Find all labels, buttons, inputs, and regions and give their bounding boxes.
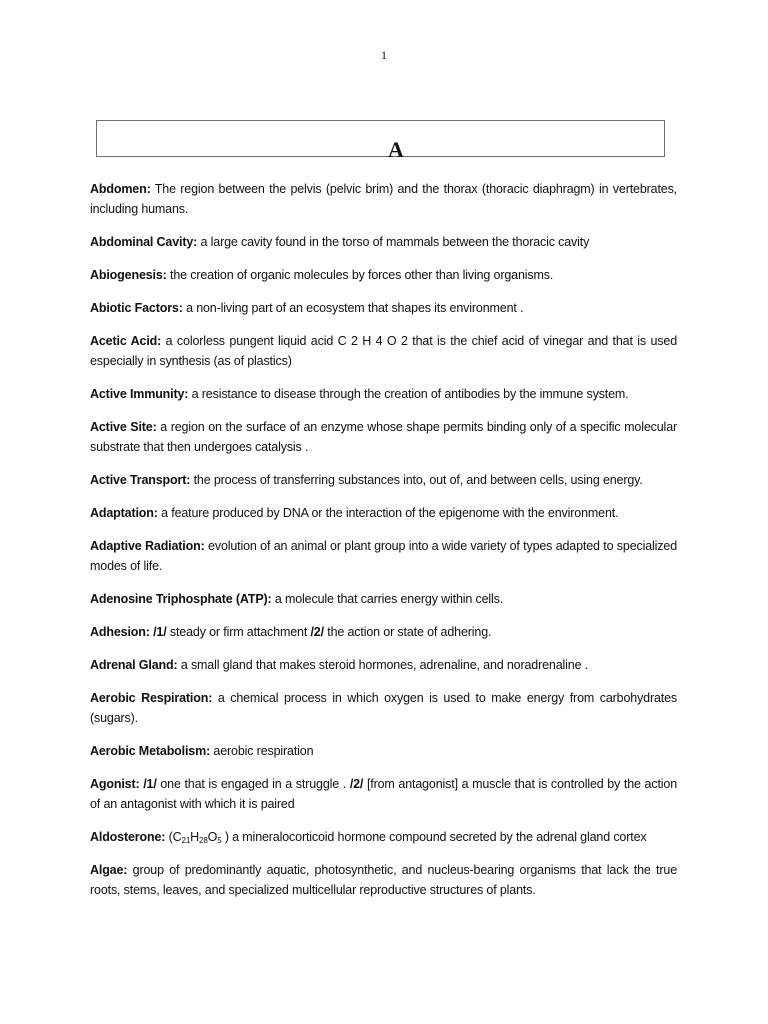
- definition: a region on the surface of an enzyme whose shape permits binding only of a specific molecular substrate that then undergoes catalysis .: [90, 420, 678, 454]
- definition: a resistance to disease through the creation of antibodies by the immune system.: [188, 387, 629, 401]
- definition: the process of transferring substances into, out of, and between cells, using energy.: [190, 473, 643, 487]
- term: Abdomen:: [90, 182, 151, 196]
- term: Agonist:: [90, 777, 140, 791]
- definition: aerobic respiration: [210, 744, 314, 758]
- formula-part: H: [190, 830, 200, 844]
- sense-marker: /1/: [139, 777, 157, 791]
- glossary-entry-abdominal-cavity: [90, 232, 677, 252]
- glossary-entry-adaptation: [90, 503, 677, 523]
- glossary-entry-atp: [90, 589, 677, 609]
- term: Acetic Acid:: [90, 334, 162, 348]
- formula-subscript: 5: [217, 836, 222, 845]
- term: Aldosterone:: [90, 830, 166, 844]
- glossary-entry-abiotic-factors: [90, 298, 677, 318]
- definition: a molecule that carries energy within cells.: [271, 592, 504, 606]
- definition: evolution of an animal or plant group into a wide variety of types adapted to specialized modes of life.: [90, 539, 677, 573]
- term: Abiogenesis:: [90, 268, 167, 282]
- glossary-entry-agonist: [90, 774, 677, 814]
- term: Abdominal Cavity:: [90, 235, 198, 249]
- glossary-entry-adaptive-radiation: [90, 536, 677, 576]
- term: Algae:: [90, 863, 128, 877]
- definition: a large cavity found in the torso of mammals between the thoracic cavity: [197, 235, 590, 249]
- term: Active Site:: [90, 420, 157, 434]
- glossary-entry-algae: [90, 860, 677, 900]
- definition: ) a mineralocorticoid hormone compound secreted by the adrenal gland cortex: [221, 830, 647, 844]
- term: Adhesion:: [90, 625, 150, 639]
- glossary-entry-aldosterone: [90, 827, 677, 847]
- definition: group of predominantly aquatic, photosynthetic, and nucleus-bearing organisms that lack the true roots, stems, leaves, and specialized multicellular reproductive structures of plants.: [90, 863, 677, 897]
- definition: the action or state of adhering.: [323, 625, 492, 639]
- glossary-entry-acetic-acid: [90, 331, 677, 371]
- glossary-entry-active-transport: [90, 470, 677, 490]
- definition: one that is engaged in a struggle .: [156, 777, 350, 791]
- term: Adrenal Gland:: [90, 658, 178, 672]
- formula-part: (C: [165, 830, 182, 844]
- glossary-entry-adhesion: [90, 622, 677, 642]
- sense-marker: /2/: [349, 777, 364, 791]
- definition: a small gland that makes steroid hormones, adrenaline, and noradrenaline .: [177, 658, 589, 672]
- glossary-entry-abiogenesis: [90, 265, 677, 285]
- glossary-entry-active-immunity: [90, 384, 677, 404]
- term: Adenosine Triphosphate (ATP):: [90, 592, 272, 606]
- glossary-entry-adrenal-gland: [90, 655, 677, 675]
- term: Adaptation:: [90, 506, 158, 520]
- definition: a feature produced by DNA or the interaction of the epigenome with the environment.: [157, 506, 619, 520]
- glossary-entry-active-site: [90, 417, 677, 457]
- definition: a non-living part of an ecosystem that shapes its environment .: [182, 301, 524, 315]
- term: Adaptive Radiation:: [90, 539, 205, 553]
- glossary-entry-aerobic-respiration: [90, 688, 677, 728]
- page-number: 1: [381, 48, 387, 62]
- term: Active Transport:: [90, 473, 191, 487]
- formula: [165, 830, 221, 844]
- definition: the creation of organic molecules by forces other than living organisms.: [166, 268, 554, 282]
- term: Active Immunity:: [90, 387, 189, 401]
- definition: [from antagonist] a muscle that is controlled by the action of an antagonist with which it is paired: [90, 777, 677, 811]
- term: Aerobic Metabolism:: [90, 744, 211, 758]
- sense-marker: /2/: [310, 625, 324, 639]
- definition: steady or firm attachment: [166, 625, 311, 639]
- glossary-entry-aerobic-metabolism: [90, 741, 677, 761]
- glossary-entry-abdomen: [90, 179, 677, 219]
- term: Aerobic Respiration:: [90, 691, 213, 705]
- term: Abiotic Factors:: [90, 301, 183, 315]
- formula-part: O: [207, 830, 218, 844]
- sense-marker: /1/: [149, 625, 167, 639]
- section-letter: A: [388, 137, 404, 162]
- definition: a chemical process in which oxygen is used to make energy from carbohydrates (sugars).: [90, 691, 677, 725]
- glossary-entries: [90, 179, 677, 913]
- definition: a colorless pungent liquid acid C 2 H 4 O 2 that is the chief acid of vinegar and that is used especially in synthesis (as of plastics): [90, 334, 678, 368]
- formula-subscript: 28: [199, 836, 208, 845]
- formula-subscript: 21: [181, 836, 191, 845]
- definition: The region between the pelvis (pelvic brim) and the thorax (thoracic diaphragm) in vertebrates, including humans.: [90, 182, 677, 216]
